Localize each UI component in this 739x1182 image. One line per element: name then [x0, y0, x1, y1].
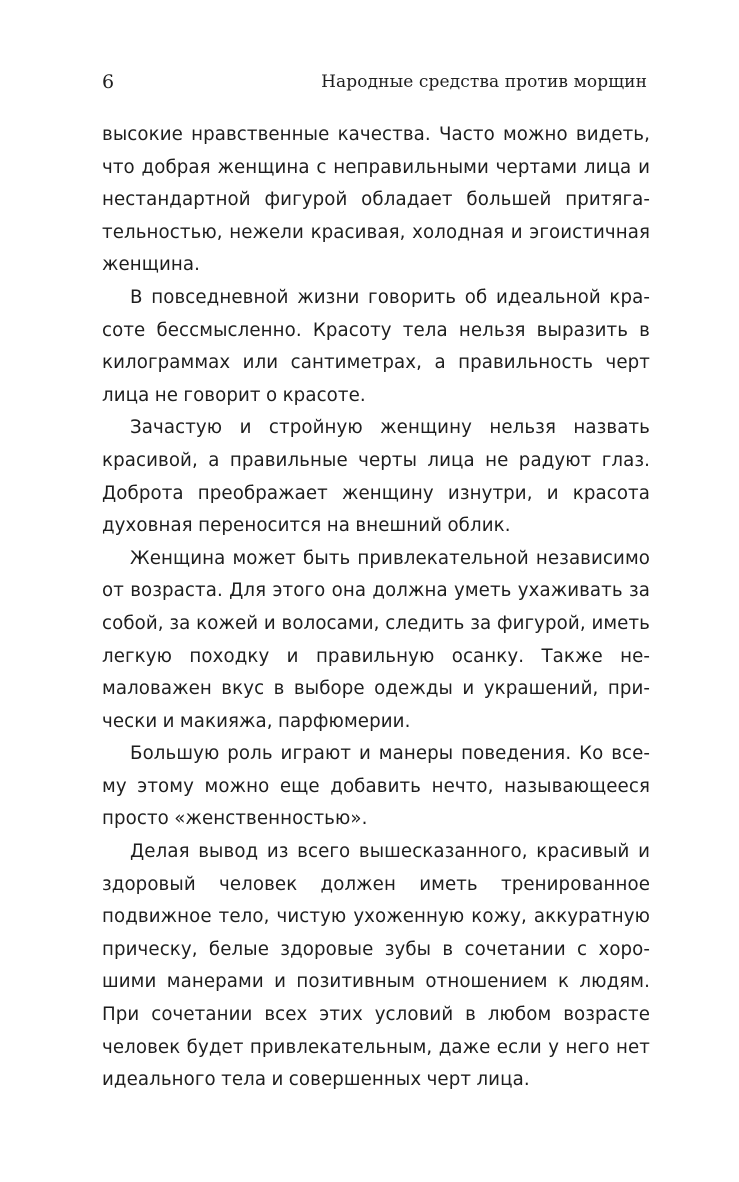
- paragraph: В повседневной жизни говорить об идеальной красоте бессмысленно. Красоту тела нельзя выразить в килограммах или сантиметрах, а правильность черт лица не говорит о красоте.: [102, 286, 650, 406]
- paragraph: Женщина может быть привлекательной независимо от возраста. Для этого она должна уметь ухаживать за собой, за кожей и волосами, следить за фигурой, иметь легкую походку и правильную осанку. Также немаловажен вкус в выборе одежды и украшений, прически и макияжа, парфюмерии.: [102, 547, 650, 732]
- running-head: Народные средства против морщин: [321, 72, 647, 92]
- paragraph: Делая вывод из всего вышесказанного, красивый и здоровый человек должен иметь тренированное подвижное тело, чистую ухоженную кожу, аккуратную прическу, белые здоровые зубы в сочетании с хорошими манерами и позитивным отношением к людям. При сочетании всех этих условий в любом возрасте человек будет привлекательным, даже если у него нет идеального тела и совершенных черт лица.: [102, 841, 650, 1091]
- body-text: [102, 119, 650, 1097]
- page-header: [102, 68, 647, 96]
- paragraph: Зачастую и стройную женщину нельзя назвать красивой, а правильные черты лица не радуют глаз. Доброта преображает женщину изнутри, и красота духовная переносится на внешний облик.: [102, 417, 650, 537]
- page-number: 6: [102, 71, 115, 93]
- paragraph: высокие нравственные качества. Часто можно видеть, что добрая женщина с неправильными чертами лица и нестандартной фигурой обладает большей притягательностью, нежели красивая, холодная и эгоистичная женщина.: [102, 124, 650, 276]
- paragraph: Большую роль играют и манеры поведения. Ко всему этому можно еще добавить нечто, называющееся просто «женственностью».: [102, 743, 650, 830]
